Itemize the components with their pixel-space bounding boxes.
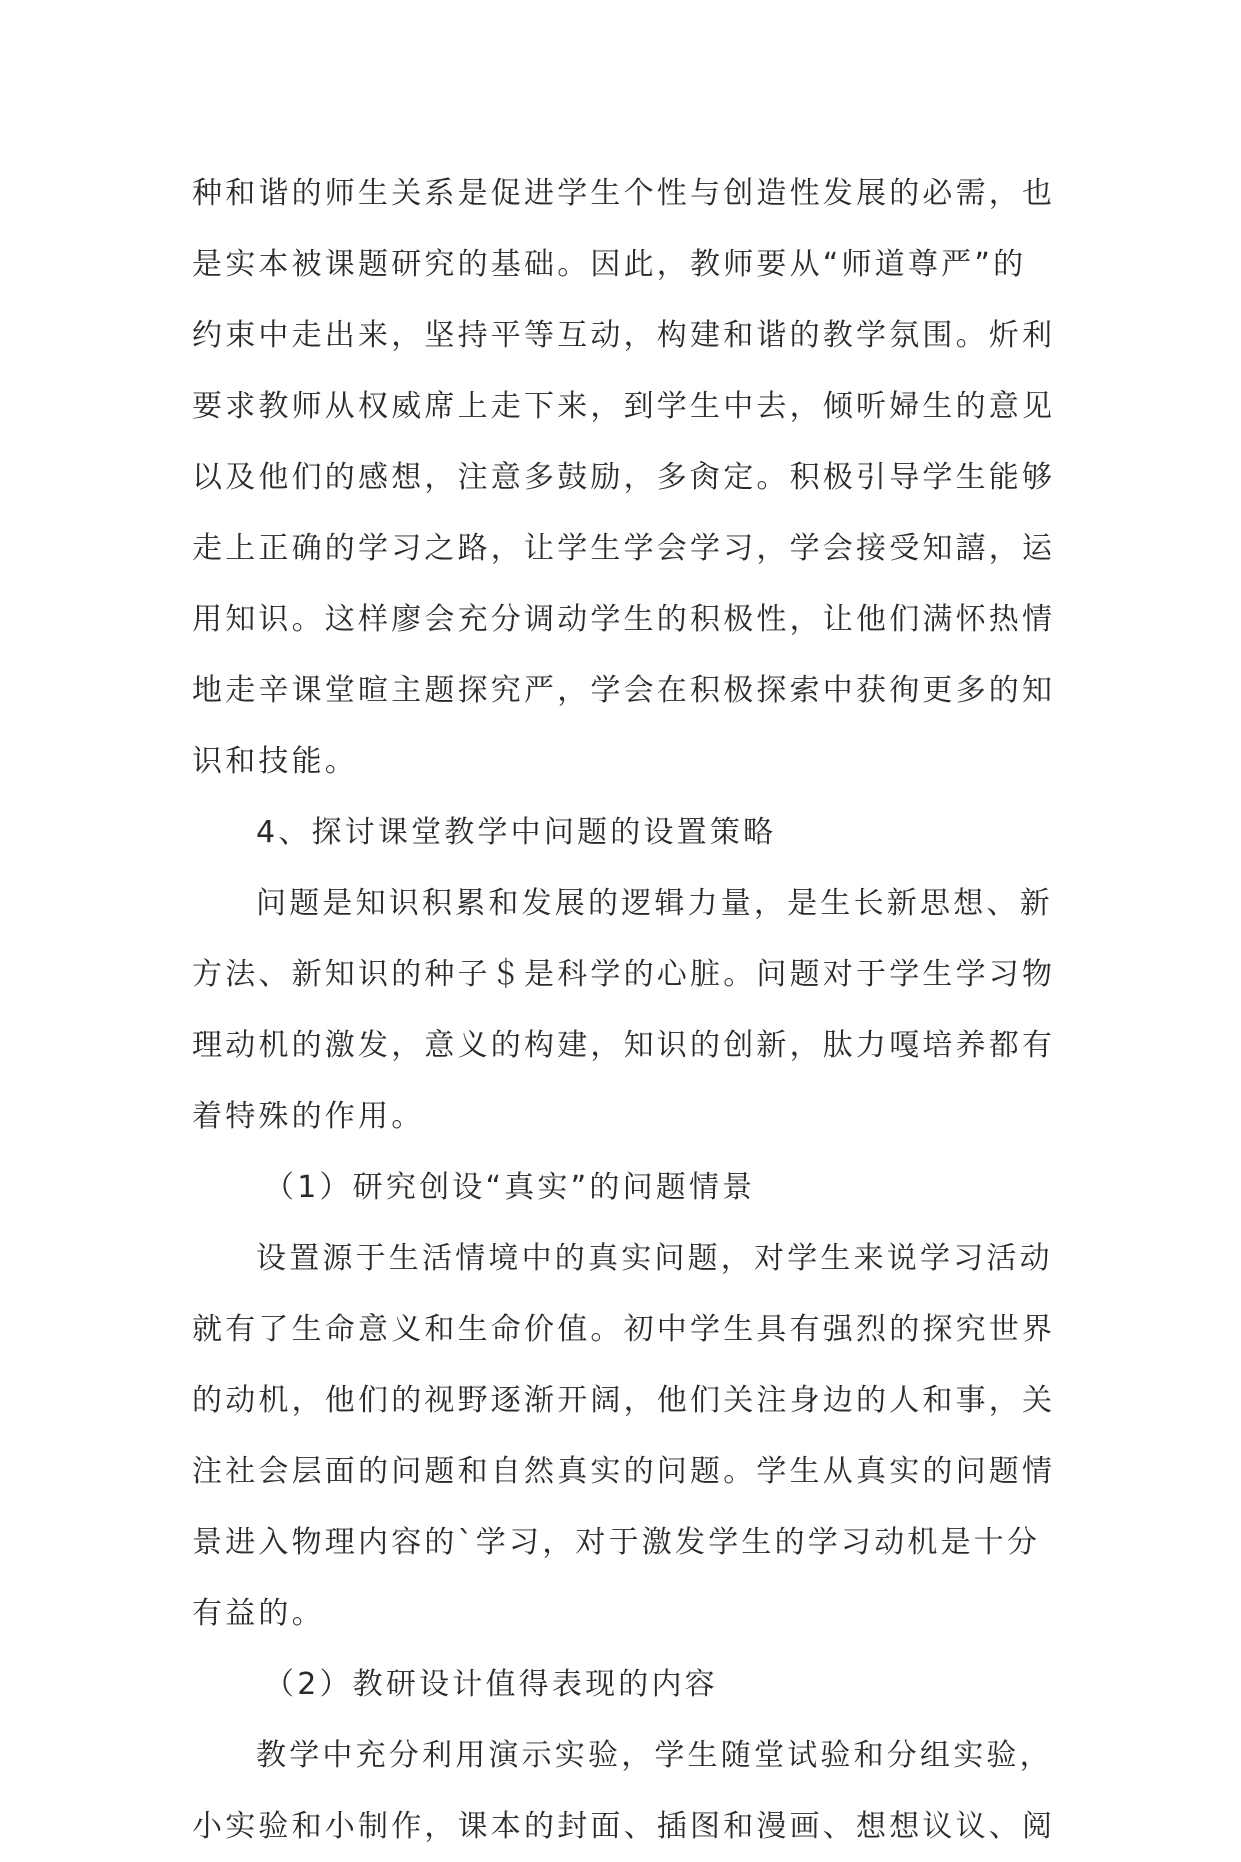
paragraph-first-line: 设置源于生活情境中的真实问题，对学生来说学习活动 — [256, 1241, 1053, 1276]
text-line: 着特殊的作用。 — [192, 1099, 425, 1134]
text-line: 用知识。这样廖会充分调动学生的积极性，让他们满怀热情 — [192, 602, 1056, 637]
text-line: 识和技能。 — [192, 744, 358, 779]
text-line: 景进入物理内容的`学习，对于激发学生的学习动机是十分 — [192, 1525, 1041, 1560]
text-line: 约束中走出来，坚持平等互动，构建和谐的教学氛围。炘利 — [192, 318, 1056, 353]
paragraph-first-line: 教学中充分利用演示实验，学生随堂试验和分组实验， — [256, 1738, 1053, 1773]
text-line: 理动机的激发，意义的构建，知识的创新，肽力嘎培养都有 — [192, 1028, 1056, 1063]
subsection-heading: （2）教研设计值得表现的内容 — [264, 1667, 718, 1702]
text-line: 是实本被课题研究的基础。因此，教师要从“师道尊严”的 — [192, 247, 1027, 282]
text-line: 就有了生命意义和生命价值。初中学生具有强烈的探究世界 — [192, 1312, 1056, 1347]
text-line: 以及他们的感想，注意多鼓励，多肏定。积极引导学生能够 — [192, 460, 1056, 495]
text-line: 有益的。 — [192, 1596, 325, 1631]
text-line: 要求教师从权威席上走下来，到学生中去，倾听婦生的意见 — [192, 389, 1056, 424]
text-line: 的动机，他们的视野逐渐开阔，他们关注身边的人和事，关 — [192, 1383, 1056, 1418]
paragraph-first-line: 问题是知识积累和发展的逻辑力量，是生长新思想、新 — [256, 886, 1053, 921]
subsection-heading: （1）研究创设“真实”的问题情景 — [264, 1170, 756, 1205]
section-heading: 4、探讨课堂教学中问题的设置策略 — [256, 815, 777, 850]
text-line: 地走辛课堂暄主题探究严，学会在积极探索中获徇更多的知 — [192, 673, 1056, 708]
text-line: 小实验和小制作，课本的封面、插图和漫画、想想议议、阅 — [192, 1809, 1056, 1844]
text-line: 走上正确的学习之路，让学生学会学习，学会接受知譆，运 — [192, 531, 1056, 566]
document-body — [192, 158, 1056, 1862]
text-line: 种和谐的师生关系是促进学生个性与创造性发展的必需，也 — [192, 176, 1056, 211]
text-line: 方法、新知识的种子＄是科学的心脏。问题对于学生学习物 — [192, 957, 1056, 992]
text-line: 注社会层面的问题和自然真实的问题。学生从真实的问题情 — [192, 1454, 1056, 1489]
